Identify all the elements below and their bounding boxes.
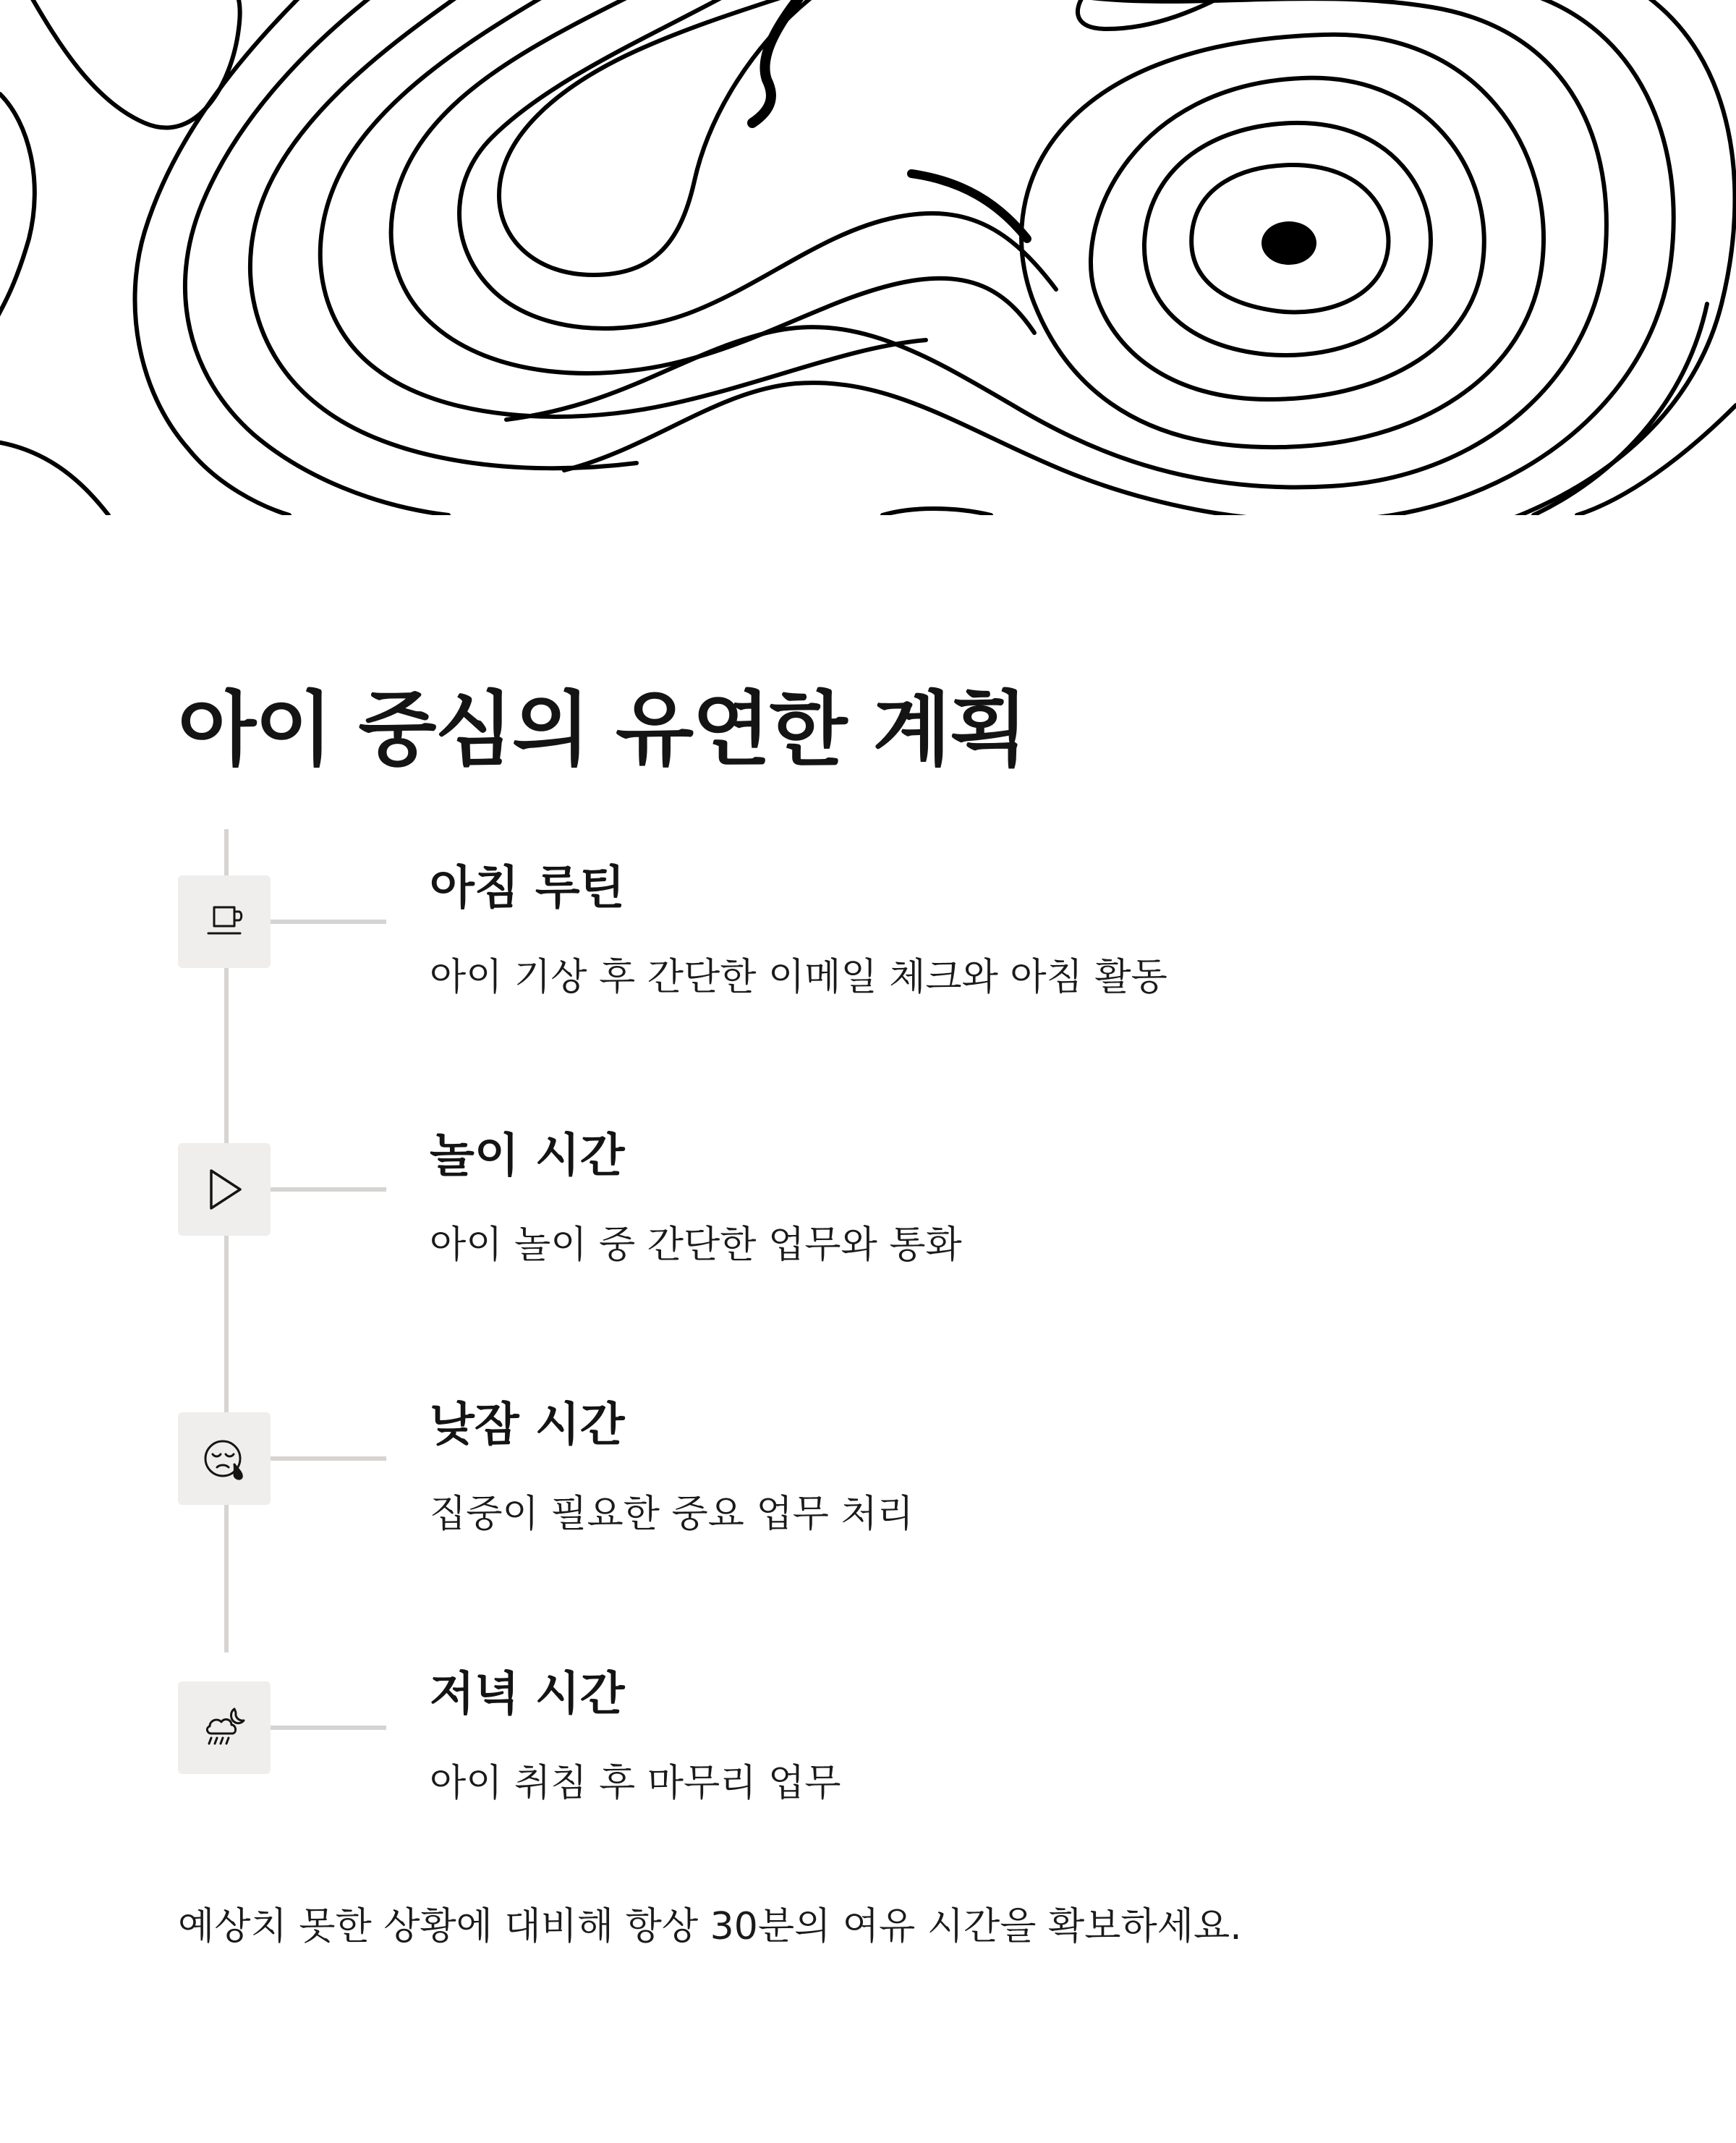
step-icon-box [178, 1412, 271, 1505]
timeline-connector [271, 1726, 386, 1730]
step-description: 집중이 필요한 중요 업무 처리 [430, 1493, 914, 1536]
plan-section [0, 515, 1736, 2143]
step-title: 저녁 시간 [430, 1668, 625, 1721]
step-description: 아이 기상 후 간단한 이메일 체크와 아침 활동 [430, 956, 1167, 999]
timeline-step-evening [0, 1668, 1736, 1898]
timeline-step-morning [0, 862, 1736, 1092]
hero-topographic-image [0, 0, 1736, 515]
coffee-cup-icon [201, 899, 247, 945]
topographic-contour-illustration [0, 0, 1736, 515]
timeline-connector [271, 1187, 386, 1192]
page-title: 아이 중심의 유연한 계획 [178, 683, 1026, 777]
night-rain-icon [201, 1705, 247, 1751]
tip-note: 예상치 못한 상황에 대비해 항상 30분의 여유 시간을 확보하세요. [178, 1905, 1242, 1948]
timeline-step-nap [0, 1399, 1736, 1629]
step-title: 낮잠 시간 [430, 1399, 625, 1452]
sleepy-face-icon [201, 1435, 247, 1482]
timeline-connector [271, 920, 386, 924]
step-description: 아이 취침 후 마무리 업무 [430, 1762, 841, 1805]
step-icon-box [178, 1143, 271, 1236]
step-description: 아이 놀이 중 간단한 업무와 통화 [430, 1223, 962, 1267]
timeline-connector [271, 1456, 386, 1461]
step-title: 놀이 시간 [430, 1129, 625, 1183]
play-icon [201, 1166, 247, 1213]
step-title: 아침 루틴 [430, 862, 625, 915]
step-icon-box [178, 875, 271, 968]
step-icon-box [178, 1681, 271, 1774]
timeline-step-play [0, 1129, 1736, 1360]
